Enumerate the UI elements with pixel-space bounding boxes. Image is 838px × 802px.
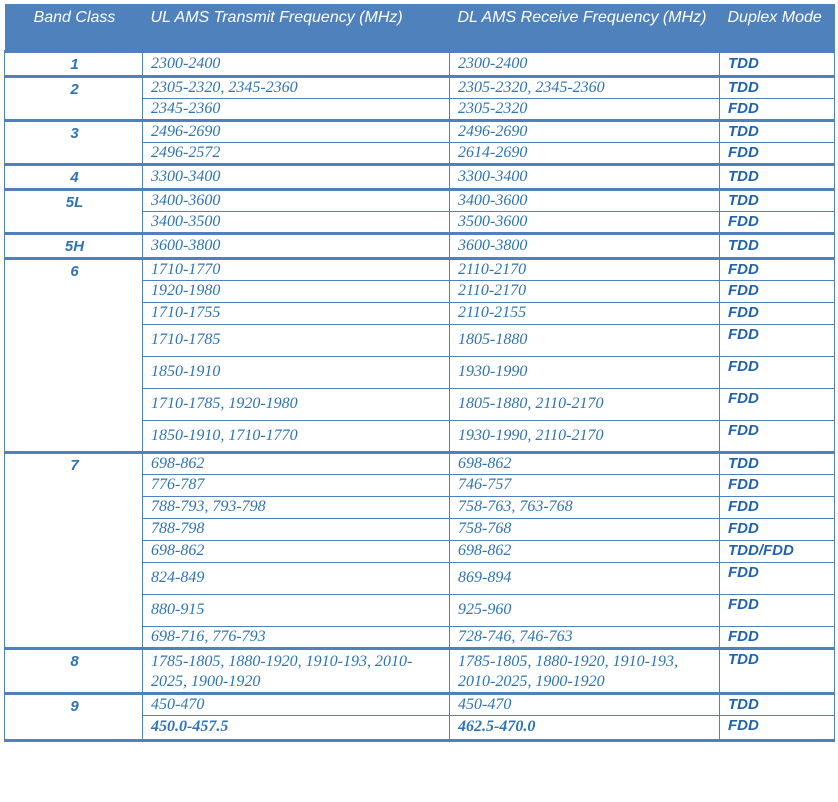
duplex-mode-cell: FDD [720, 388, 835, 420]
table-row [5, 120, 835, 142]
ul-frequency-cell: 2496-2572 [143, 142, 450, 164]
duplex-mode-cell: TDD [720, 51, 835, 76]
ul-frequency-header: UL AMS Transmit Frequency (MHz) [143, 4, 450, 51]
duplex-mode-cell: TDD [720, 189, 835, 211]
ul-frequency-cell: 450.0-457.5 [143, 715, 450, 740]
dl-frequency-cell: 1805-1880 [450, 324, 720, 356]
duplex-mode-cell: FDD [720, 142, 835, 164]
table-row [5, 233, 835, 258]
dl-frequency-cell: 2614-2690 [450, 142, 720, 164]
ul-frequency-cell: 698-862 [143, 540, 450, 562]
duplex-mode-cell: FDD [720, 356, 835, 388]
duplex-mode-cell: TDD [720, 164, 835, 189]
ul-frequency-cell: 1850-1910, 1710-1770 [143, 420, 450, 452]
ul-frequency-cell: 2305-2320, 2345-2360 [143, 76, 450, 98]
dl-frequency-cell: 450-470 [450, 693, 720, 715]
band-class-cell: 5H [5, 233, 143, 258]
duplex-mode-cell: FDD [720, 562, 835, 594]
ul-frequency-cell: 880-915 [143, 594, 450, 626]
dl-frequency-cell: 2305-2320, 2345-2360 [450, 76, 720, 98]
dl-frequency-cell: 2300-2400 [450, 51, 720, 76]
dl-frequency-cell: 746-757 [450, 474, 720, 496]
duplex-mode-cell: FDD [720, 518, 835, 540]
dl-frequency-cell: 3500-3600 [450, 211, 720, 233]
duplex-mode-cell: FDD [720, 594, 835, 626]
duplex-mode-header: Duplex Mode [720, 4, 835, 51]
band-class-cell: 5L [5, 189, 143, 233]
dl-frequency-cell: 3600-3800 [450, 233, 720, 258]
ul-frequency-cell: 1710-1785 [143, 324, 450, 356]
header-row [5, 4, 835, 51]
dl-frequency-cell: 2110-2155 [450, 302, 720, 324]
table-row [5, 51, 835, 76]
duplex-mode-cell: FDD [720, 496, 835, 518]
dl-frequency-cell: 2305-2320 [450, 98, 720, 120]
band-class-cell: 2 [5, 76, 143, 120]
duplex-mode-cell: FDD [720, 211, 835, 233]
band-class-cell: 7 [5, 452, 143, 648]
dl-frequency-cell: 3300-3400 [450, 164, 720, 189]
ul-frequency-cell: 3400-3500 [143, 211, 450, 233]
dl-frequency-cell: 1930-1990 [450, 356, 720, 388]
dl-frequency-cell: 698-862 [450, 452, 720, 474]
duplex-mode-cell: TDD [720, 648, 835, 693]
duplex-mode-cell: FDD [720, 324, 835, 356]
duplex-mode-cell: FDD [720, 280, 835, 302]
ul-frequency-cell: 698-716, 776-793 [143, 626, 450, 648]
duplex-mode-cell: FDD [720, 626, 835, 648]
ul-frequency-cell: 776-787 [143, 474, 450, 496]
dl-frequency-cell: 3400-3600 [450, 189, 720, 211]
ul-frequency-cell: 450-470 [143, 693, 450, 715]
table-row [5, 189, 835, 211]
duplex-mode-cell: FDD [720, 302, 835, 324]
ul-frequency-cell: 788-798 [143, 518, 450, 540]
ul-frequency-cell: 3300-3400 [143, 164, 450, 189]
duplex-mode-cell: FDD [720, 258, 835, 280]
duplex-mode-cell: TDD [720, 452, 835, 474]
table-row [5, 452, 835, 474]
dl-frequency-cell: 1805-1880, 2110-2170 [450, 388, 720, 420]
table-row [5, 693, 835, 715]
ul-frequency-cell: 1850-1910 [143, 356, 450, 388]
ul-frequency-cell: 824-849 [143, 562, 450, 594]
ul-frequency-cell: 698-862 [143, 452, 450, 474]
table-row [5, 164, 835, 189]
duplex-mode-cell: TDD/FDD [720, 540, 835, 562]
dl-frequency-cell: 925-960 [450, 594, 720, 626]
dl-frequency-cell: 728-746, 746-763 [450, 626, 720, 648]
band-class-cell: 9 [5, 693, 143, 740]
ul-frequency-cell: 1710-1770 [143, 258, 450, 280]
duplex-mode-cell: TDD [720, 233, 835, 258]
dl-frequency-cell: 2110-2170 [450, 280, 720, 302]
dl-frequency-cell: 462.5-470.0 [450, 715, 720, 740]
dl-frequency-cell: 758-768 [450, 518, 720, 540]
ul-frequency-cell: 2496-2690 [143, 120, 450, 142]
ul-frequency-cell: 2345-2360 [143, 98, 450, 120]
ul-frequency-cell: 3600-3800 [143, 233, 450, 258]
table-row [5, 648, 835, 693]
ul-frequency-cell: 1710-1785, 1920-1980 [143, 388, 450, 420]
dl-frequency-cell: 2110-2170 [450, 258, 720, 280]
duplex-mode-cell: TDD [720, 120, 835, 142]
band-class-cell: 3 [5, 120, 143, 164]
ul-frequency-cell: 2300-2400 [143, 51, 450, 76]
band-class-table [4, 4, 835, 742]
band-class-cell: 6 [5, 258, 143, 452]
ul-frequency-cell: 788-793, 793-798 [143, 496, 450, 518]
ul-frequency-cell: 1920-1980 [143, 280, 450, 302]
duplex-mode-cell: FDD [720, 420, 835, 452]
dl-frequency-cell: 1930-1990, 2110-2170 [450, 420, 720, 452]
duplex-mode-cell: TDD [720, 693, 835, 715]
band-class-cell: 1 [5, 51, 143, 76]
ul-frequency-cell: 1710-1755 [143, 302, 450, 324]
dl-frequency-cell: 1785-1805, 1880-1920, 1910-193, 2010-2025, 1900-1920 [450, 648, 720, 693]
dl-frequency-cell: 758-763, 763-768 [450, 496, 720, 518]
duplex-mode-cell: TDD [720, 76, 835, 98]
duplex-mode-cell: FDD [720, 98, 835, 120]
duplex-mode-cell: FDD [720, 715, 835, 740]
band-class-cell: 8 [5, 648, 143, 693]
dl-frequency-cell: 698-862 [450, 540, 720, 562]
ul-frequency-cell: 1785-1805, 1880-1920, 1910-193, 2010-2025, 1900-1920 [143, 648, 450, 693]
ul-frequency-cell: 3400-3600 [143, 189, 450, 211]
dl-frequency-cell: 2496-2690 [450, 120, 720, 142]
table-row [5, 76, 835, 98]
duplex-mode-cell: FDD [720, 474, 835, 496]
band-class-header: Band Class [5, 4, 143, 51]
table-row [5, 258, 835, 280]
dl-frequency-cell: 869-894 [450, 562, 720, 594]
band-class-cell: 4 [5, 164, 143, 189]
dl-frequency-header: DL AMS Receive Frequency (MHz) [450, 4, 720, 51]
